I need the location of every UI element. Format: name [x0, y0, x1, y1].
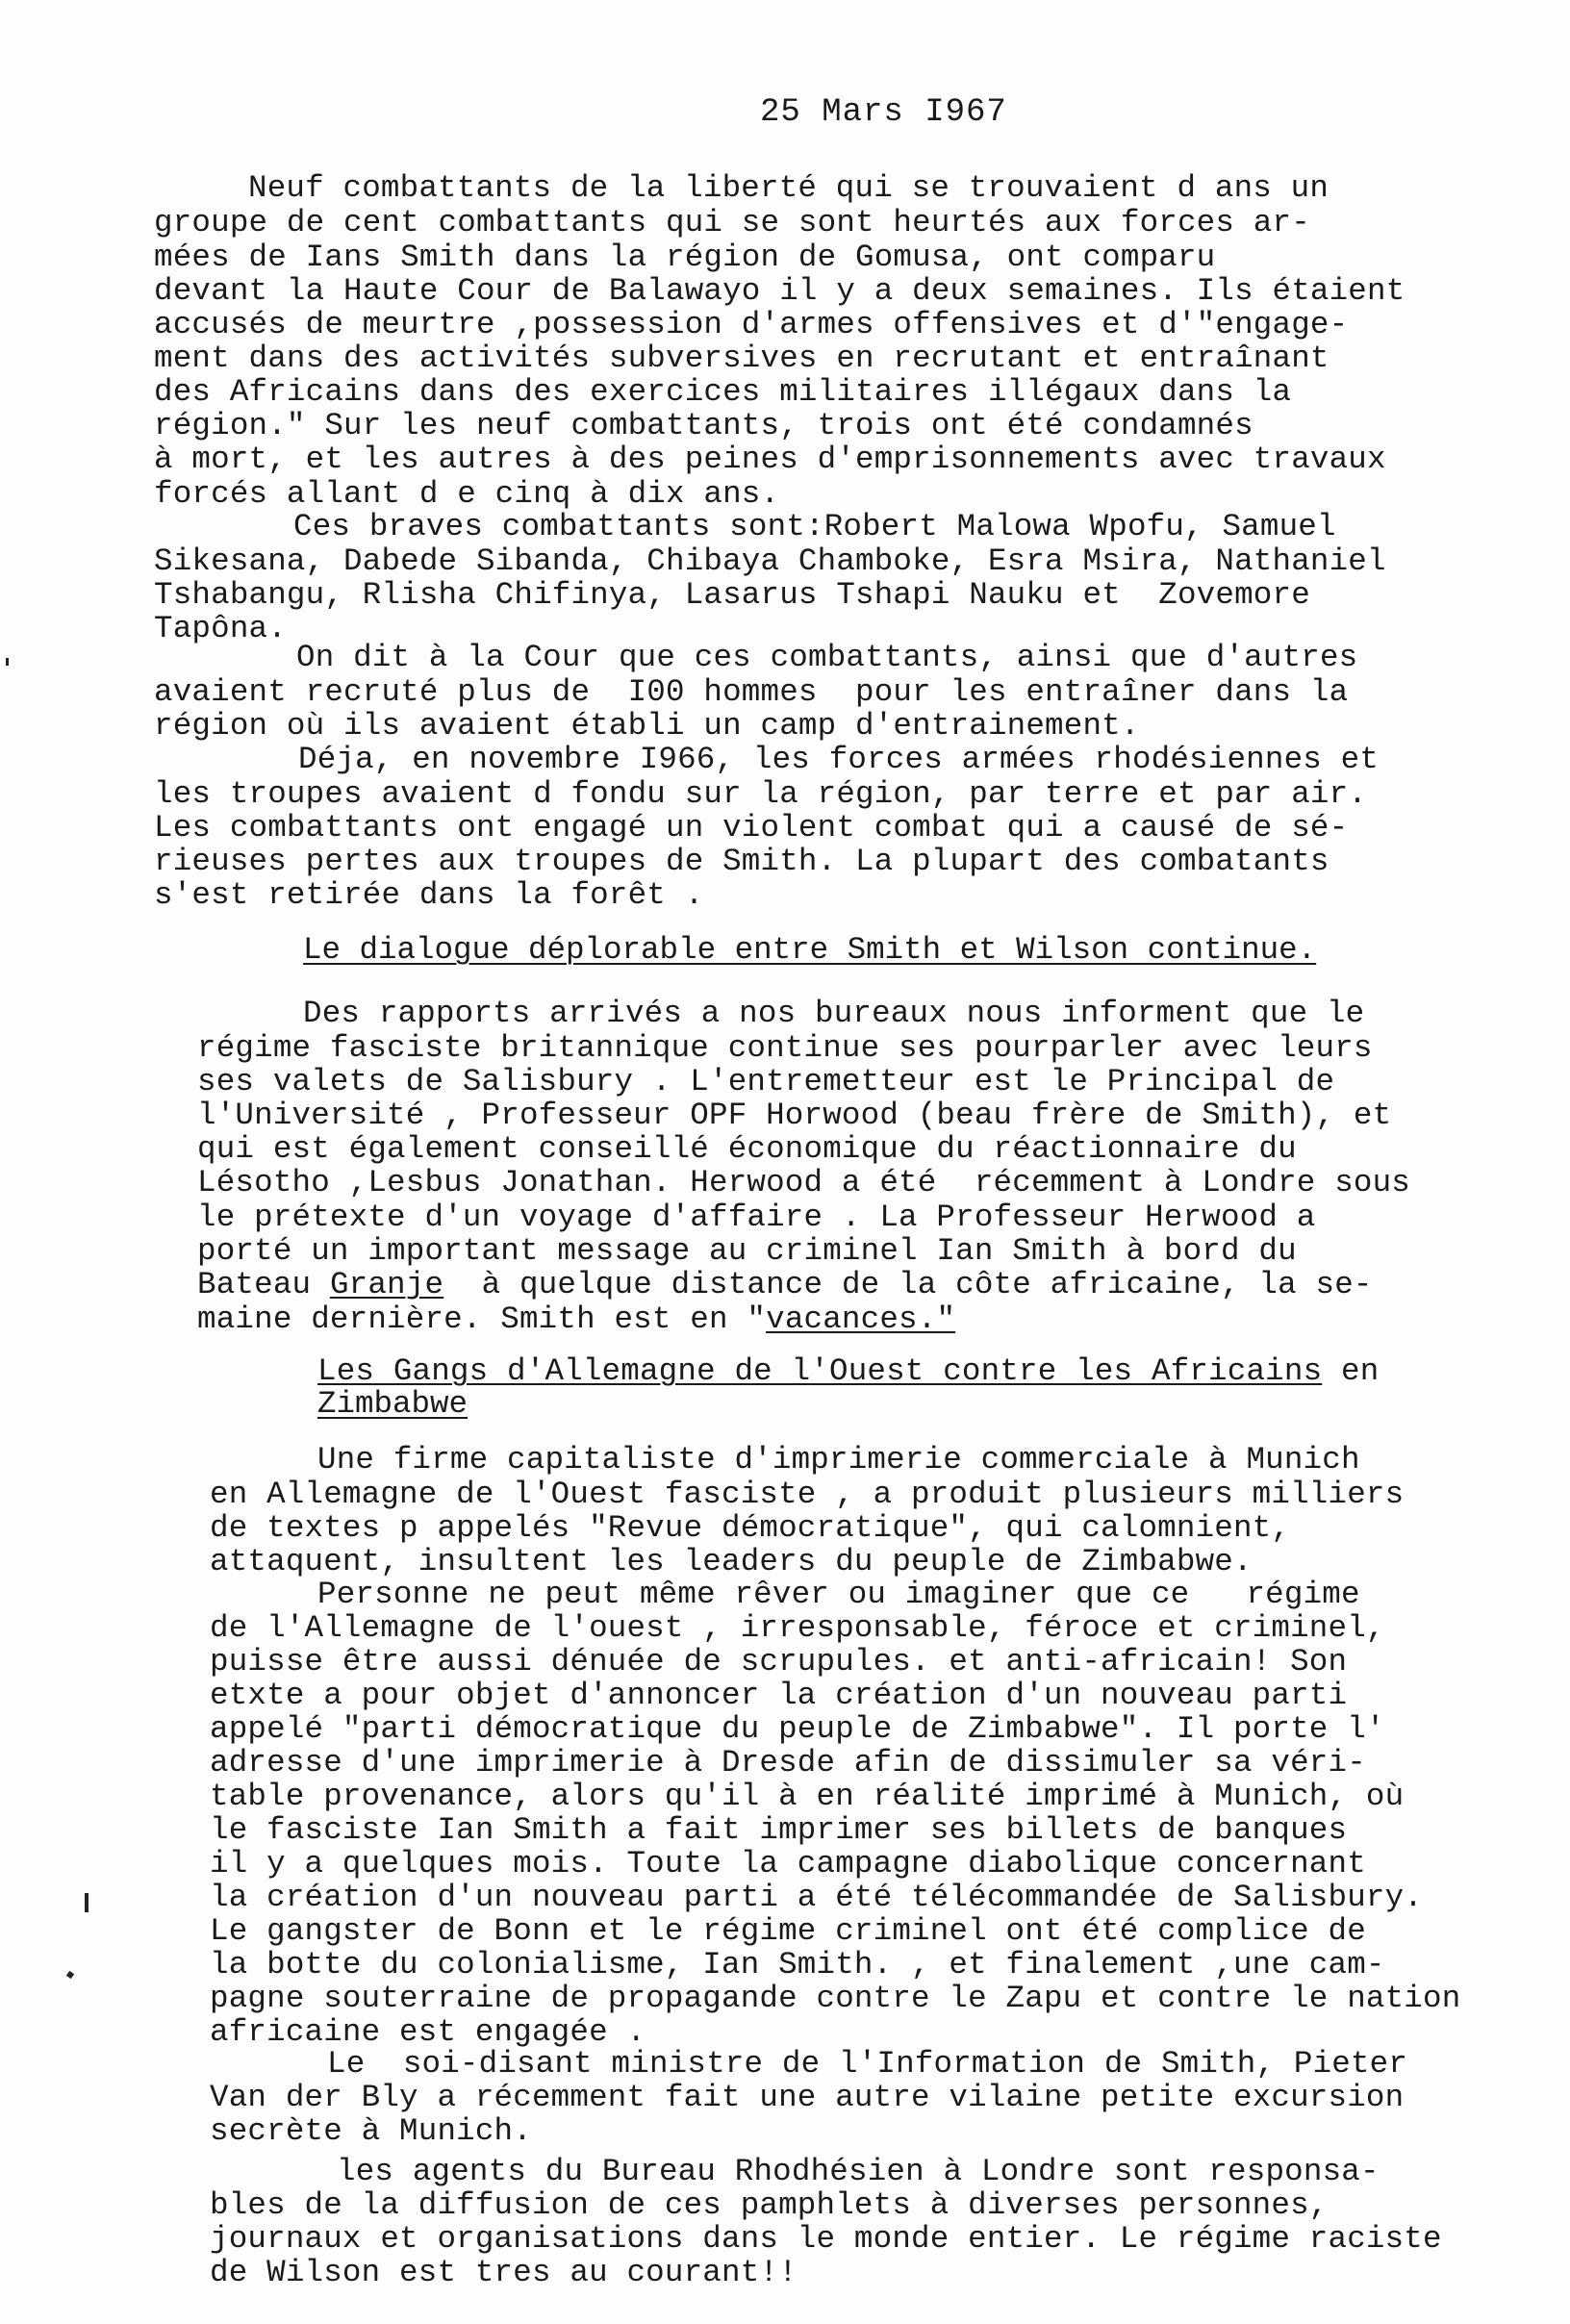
text-line: la création d'un nouveau parti a été télécommandée de Salisbury. — [210, 1880, 1424, 1915]
text-line: pagne souterraine de propagande contre le Zapu et contre le nation — [210, 1981, 1461, 2016]
section-heading: Le dialogue déplorable entre Smith et Wilson continue. — [303, 932, 1317, 968]
text-line — [197, 1302, 955, 1337]
text-line: Sikesana, Dabede Sibanda, Chibaya Chamboke, Esra Msira, Nathaniel — [154, 543, 1386, 579]
text-line: des Africains dans des exercices militaires illégaux dans la — [154, 374, 1292, 410]
text-line: table provenance, alors qu'il à en réalité imprimé à Munich, où — [210, 1779, 1405, 1814]
text-line: Van der Bly a récemment fait une autre vilaine petite excursion — [210, 2080, 1405, 2115]
text-line: régime fasciste britannique continue ses pourparler avec leurs — [197, 1030, 1373, 1066]
text-line: bles de la diffusion de ces pamphlets à diverses personnes, — [210, 2187, 1329, 2223]
text-line: journaux et organisations dans le monde entier. Le régime raciste — [210, 2221, 1442, 2257]
text-line: s'est retirée dans la forêt . — [154, 877, 704, 913]
text-line: puisse être aussi dénuée de scrupules. et anti-africain! Son — [210, 1644, 1348, 1680]
text-line: Des rapports arrivés a nos bureaux nous informent que le — [303, 996, 1365, 1031]
text-line: le prétexte d'un voyage d'affaire . La Professeur Herwood a — [197, 1200, 1316, 1235]
text-line: forcés allant d e cinq à dix ans. — [154, 476, 780, 512]
text-line: qui est également conseillé économique du réactionnaire du — [197, 1131, 1297, 1167]
text-line: secrète à Munich. — [210, 2113, 532, 2149]
text-fragment: en — [1322, 1353, 1380, 1389]
text-line: en Allemagne de l'Ouest fasciste , a produit plusieurs milliers — [210, 1477, 1405, 1512]
text-line: de l'Allemagne de l'ouest , irresponsable, féroce et criminel, — [210, 1610, 1385, 1646]
text-line: Personne ne peut même rêver ou imaginer que ce régime — [317, 1577, 1360, 1612]
text-line: Le soi-disant ministre de l'Information de Smith, Pieter — [327, 2046, 1408, 2082]
section-heading: Les Gangs d'Allemagne de l'Ouest contre les Africains — [317, 1353, 1323, 1389]
text-line: ses valets de Salisbury . L'entremetteur est le Principal de — [197, 1064, 1335, 1099]
text-line: Une firme capitaliste d'imprimerie commerciale à Munich — [317, 1442, 1360, 1478]
text-line: adresse d'une imprimerie à Dresde afin de dissimuler sa véri- — [210, 1745, 1366, 1781]
text-line: africaine est engagée . — [210, 2014, 646, 2050]
text-line: à mort, et les autres à des peines d'emprisonnements avec travaux — [154, 442, 1386, 477]
text-line — [197, 1268, 1373, 1302]
text-line: avaient recruté plus de I00 hommes pour les entraîner dans la — [154, 674, 1349, 710]
text-line: il y a quelques mois. Toute la campagne diabolique concernant — [210, 1846, 1366, 1882]
text-line: Tshabangu, Rlisha Chifinya, Lasarus Tshapi Nauku et Zovemore — [154, 577, 1310, 613]
text-line: le fasciste Ian Smith a fait imprimer ses billets de banques — [210, 1812, 1348, 1848]
text-line: Le gangster de Bonn et le régime criminel ont été complice de — [210, 1913, 1366, 1949]
document-date: 25 Mars I967 — [760, 94, 1007, 131]
text-line: mées de Ians Smith dans la région de Gomusa, ont comparu — [154, 240, 1216, 275]
text-line: porté un important message au criminel Ian Smith à bord du — [197, 1233, 1297, 1269]
text-line: de Wilson est tres au courant!! — [210, 2255, 798, 2290]
text-line: On dit à la Cour que ces combattants, ainsi que d'autres — [296, 640, 1358, 675]
text-line: Lésotho ,Lesbus Jonathan. Herwood a été récemment à Londre sous — [197, 1165, 1411, 1200]
text-line: accusés de meurtre ,possession d'armes offensives et d'"engage- — [154, 307, 1349, 342]
text-line: région." Sur les neuf combattants, trois ont été condamnés — [154, 408, 1253, 443]
underlined-vacances: vacances." — [766, 1301, 956, 1337]
text-line: les agents du Bureau Rhodhésien à Londre sont responsa- — [337, 2154, 1380, 2189]
section-heading-continued: Zimbabwe — [317, 1386, 468, 1422]
text-line: Ces braves combattants sont:Robert Malowa Wpofu, Samuel — [293, 509, 1336, 544]
text-line: Déja, en novembre I966, les forces armées rhodésiennes et — [298, 742, 1380, 777]
text-line: appelé "parti démocratique du peuple de Zimbabwe". Il porte l' — [210, 1711, 1385, 1747]
section-heading-line — [317, 1354, 1379, 1389]
text-line: devant la Haute Cour de Balawayo il y a deux semaines. Ils étaient — [154, 273, 1405, 309]
text-line: l'Université , Professeur OPF Horwood (beau frère de Smith), et — [197, 1098, 1392, 1133]
text-fragment: maine dernière. Smith est en " — [197, 1301, 767, 1337]
text-line: Tapôna. — [154, 611, 287, 646]
underlined-ship-name: Granje — [329, 1267, 444, 1302]
text-line: région où ils avaient établi un camp d'entrainement. — [154, 708, 1140, 744]
text-line: groupe de cent combattants qui se sont heurtés aux forces ar- — [154, 205, 1310, 240]
margin-speck — [66, 1971, 74, 1979]
text-line: ment dans des activités subversives en recrutant et entraînant — [154, 341, 1329, 376]
text-line: les troupes avaient d fondu sur la région, par terre et par air. — [154, 776, 1368, 812]
margin-speck — [6, 658, 9, 666]
text-line: Neuf combattants de la liberté qui se trouvaient d ans un — [248, 170, 1329, 206]
margin-mark — [85, 1893, 89, 1912]
text-fragment: Bateau — [197, 1267, 330, 1302]
text-line: la botte du colonialisme, Ian Smith. , et finalement ,une cam- — [210, 1947, 1385, 1983]
text-line: attaquent, insultent les leaders du peuple de Zimbabwe. — [210, 1544, 1253, 1579]
text-line: rieuses pertes aux troupes de Smith. La plupart des combatants — [154, 844, 1329, 879]
text-fragment: à quelque distance de la côte africaine, la se- — [443, 1267, 1373, 1302]
text-line: etxte a pour objet d'annoncer la création d'un nouveau parti — [210, 1678, 1348, 1713]
text-line: de textes p appelés "Revue démocratique", qui calomnient, — [210, 1510, 1291, 1546]
text-line: Les combattants ont engagé un violent combat qui a causé de sé- — [154, 810, 1349, 846]
